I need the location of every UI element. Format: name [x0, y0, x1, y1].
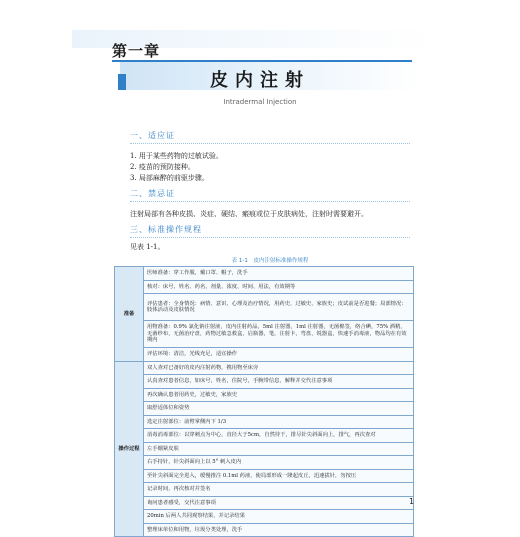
table-row: 左手绷紧皮肤 [144, 442, 414, 456]
table-row: 医师准备：穿工作服，戴口罩、帽子，洗手 [144, 267, 414, 281]
table-row: 消毒消毒部位：以穿刺点为中心，直径大于5cm，自然待干，排尽针尖斜面向上，排气，再次查对 [144, 429, 414, 443]
indication-item: 1. 用于某些药物的过敏试验。 [130, 152, 223, 160]
chapter-label: 第一章 [112, 42, 161, 60]
indication-item: 2. 疫苗的预防接种。 [130, 163, 195, 171]
table-row: 取舒适体位和姿势 [144, 402, 414, 416]
table-row: 至针尖斜面完全进入，缓慢推注 0.1ml 药液，使局部形成一隆起皮丘，迅速拔针，勿按压 [144, 469, 414, 483]
page-title: 皮内注射 [210, 70, 310, 91]
section-heading-indications: 一、适应证 [130, 131, 175, 140]
table-row: 双人查对已备好的皮内注射药物，携用物至床旁 [144, 361, 414, 375]
table-row: 整理床单位和用物，垃圾分类处理，洗手 [144, 523, 414, 537]
table-row: 评估环境：清洁，光线充足，适宜操作 [144, 348, 414, 362]
contraindication-text: 注射局部有各种皮损、炎症、硬结、瘢痕或位于皮肤病处，注射时需要避开。 [130, 210, 368, 218]
procedure-table [114, 266, 414, 537]
chapter-rule [112, 60, 412, 62]
table-row: 20min 后两人共同观察结果，并记录结果 [144, 510, 414, 524]
section-rule [130, 143, 410, 144]
page-number: 1 [409, 497, 415, 506]
table-reference: 见表 1-1。 [130, 243, 165, 251]
table-row: 选定注射部位：前臂掌侧内下 1/3 [144, 415, 414, 429]
table-row: 用物准备：0.9% 氯化钠注射液，皮内注射药品，5ml 注射器，1ml 注射器，无菌棉签，络合碘，75% 酒精，无菌纱布，无菌治疗盘，药物过敏急救盒，启瓶器，笔，注射卡，弯盘，锐器盒，快速手消毒液，物品均在有效期内 [144, 321, 414, 348]
table-row: 右手持针，针尖斜面向上以 5° 刺入皮内 [144, 456, 414, 470]
section-rule [130, 237, 410, 238]
section-heading-contraindications: 二、禁忌证 [130, 189, 175, 198]
page-subtitle: Intradermal Injection [223, 98, 297, 106]
indication-item: 3. 局部麻醉的前驱步骤。 [130, 174, 209, 182]
title-accent-bar [118, 74, 126, 90]
table-caption: 表 1-1 皮内注射标准操作规程 [231, 258, 309, 264]
table-category: 操作过程 [115, 361, 144, 537]
table-row: 记录时间，再次核对并签名 [144, 483, 414, 497]
section-heading-procedure: 三、标准操作规程 [130, 225, 202, 234]
table-row: 再次确认患者用药史，过敏史，家族史 [144, 388, 414, 402]
table-row: 核对：床号、姓名、药名、剂量、浓度、时间、用法，有效期等 [144, 280, 414, 294]
table-row: 认真查对患者信息，如床号，姓名，住院号，手腕带信息，解释并交代注意事项 [144, 375, 414, 389]
table-row: 评估患者：全身情况：病情、意识、心理及治疗情况，用药史、过敏史、家族史；皮试前是否进餐；局部情况：肢体活动及皮肤情况 [144, 294, 414, 321]
table-row: 询问患者感受，交代注意事项 [144, 496, 414, 510]
section-rule [130, 201, 410, 202]
table-category: 准备 [115, 267, 144, 362]
